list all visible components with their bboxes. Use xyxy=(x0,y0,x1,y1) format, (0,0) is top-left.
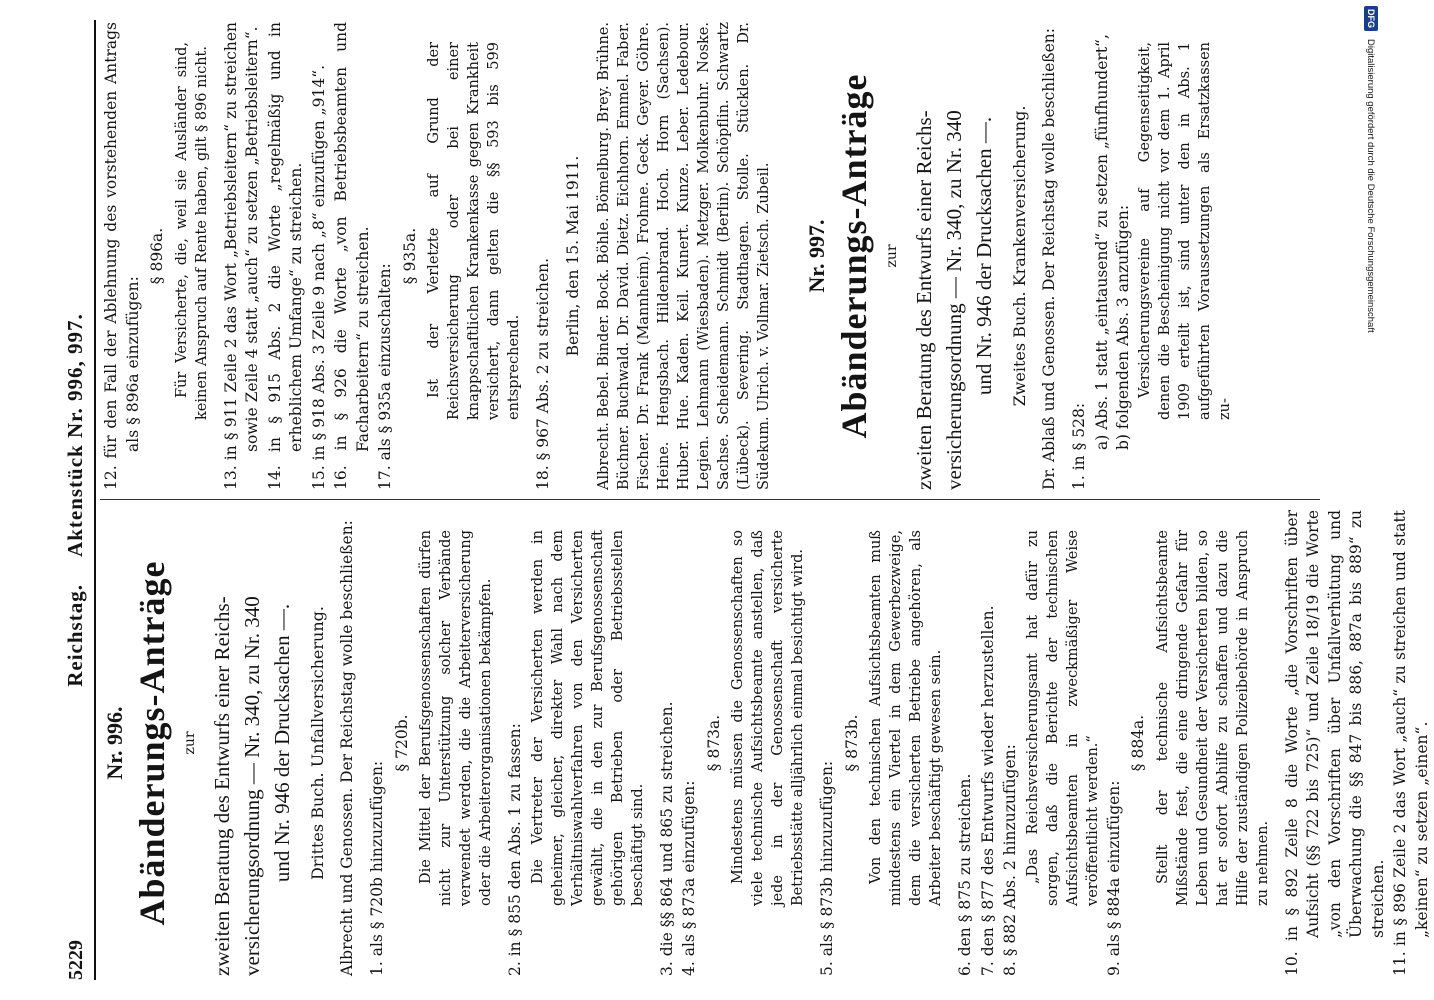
running-header xyxy=(58,20,96,980)
doc996-item-5-text: Von den technischen Aufsichtsbeamten muß mindestens ein Viertel in dem Gewerbezweige, dem die versicherten Betriebe angehören, als Arbeiter beschäftigt gewesen sein. xyxy=(868,530,944,906)
column-divider xyxy=(100,499,1320,500)
doc997-item-1a: a) Abs. 1 statt „eintausend“ zu setzen „fünfhundert“, xyxy=(1092,34,1111,450)
doc996-item-8-text: „Das Reichsversicherungsamt hat dafür zu sorgen, daß die Berichte der technischen Aufsichtsbeamten in zweckmäßiger Weise veröffentlicht werden.“ xyxy=(1024,530,1101,906)
doc997-item-1b-text: Versicherungsvereine auf Gegenseitigkeit, denen die Bescheinigung nicht vor dem 1. April 1909 erteilt ist, sind unter den in Abs. 1 aufgeführten Voraussetzungen als Ersatzkassen zu- xyxy=(1136,42,1233,420)
doc996-lead-2: versicherungsordnung — Nr. 340, zu Nr. 340 xyxy=(240,596,264,976)
doc997-zur: zur xyxy=(883,244,900,268)
doc996-item-15: 15. in § 918 Abs. 3 Zeile 9 nach „8“ einzufügen „914“. xyxy=(309,64,328,490)
doc996-item-12-paragraph: § 896a. xyxy=(148,227,166,285)
doc996-item-9-text: Stellt der technische Aufsichtsbeamte Mißstände fest, die eine dringende Gefahr für Leben und Gesundheit der Versicherten bilden, so hat er sofort Abhilfe zu schaffen und dazu die Hilfe der zuständigen Polizeibehörde in Anspruch zu nehmen. xyxy=(1154,530,1271,906)
doc996-book-heading: Drittes Buch. Unfallversicherung. xyxy=(308,606,327,881)
doc996-item-17: 17. als § 935a einzuschalten: xyxy=(376,263,394,490)
doc996-item-12: 12. für den Fall der Ablehnung des vorstehenden Antrags als § 896a einzufügen: xyxy=(102,22,142,490)
doc996-item-4: 4. als § 873a einzufügen: xyxy=(680,780,698,976)
header-title-left: Reichstag. xyxy=(63,584,87,687)
doc997-item-1: 1. in § 528: xyxy=(1070,402,1088,490)
doc997-lead-3: und Nr. 946 der Drucksachen —. xyxy=(972,116,996,396)
doc996-item-2: 2. in § 855 den Abs. 1 zu fassen: xyxy=(506,723,524,976)
doc996-item-9-paragraph: § 884a. xyxy=(1129,714,1147,772)
doc996-item-18: 18. § 967 Abs. 2 zu streichen. xyxy=(534,257,552,490)
doc997-number: Nr. 997. xyxy=(804,219,829,293)
doc997-book-heading: Zweites Buch. Krankenversicherung. xyxy=(1010,105,1029,407)
doc997-lead-1: zweiten Beratung des Entwurfs einer Reichs- xyxy=(912,110,936,490)
doc996-item-5-paragraph: § 873b. xyxy=(842,714,861,772)
doc996-number: Nr. 996. xyxy=(102,706,127,780)
doc996-item-8: 8. § 882 Abs. 2 hinzuzufügen: xyxy=(1001,744,1019,976)
header-title-right: Aktenstück Nr. 996, 997. xyxy=(63,313,87,557)
doc996-item-17-paragraph: § 935a. xyxy=(400,227,419,285)
column-left xyxy=(100,510,1434,976)
doc996-signatures: Albrecht. Bebel. Binder. Bock. Böhle. Bömelburg. Brey. Brühne. Büchner. Buchwald. Dr. David. Dietz. Eichhorn. Emmel. Faber. Fischer. Dr. Frank (Mannheim). Frohme. Geck. Geyer. Göhre. Heine. Hengsbach. Hildenbrand. Hoch. Horn (Sachsen). Huber. Hue. Kaden. Keil. Kunert. Kunze. Leber. Ledebour. Legien. Lehmann (Wiesbaden). Metzger. Molkenbuhr. Noske. Sachse. Scheidemann. Schmidt (Berlin). Schöpflin. Schwartz (Lübeck). Severing. Stadthagen. Stolle. Stücklen. Dr. Südekum. Ulrich. v. Vollmar. Zietsch. Zubeil. xyxy=(596,22,772,490)
dfg-notice xyxy=(1360,6,1380,994)
doc996-item-9: 9. als § 884a einzufügen: xyxy=(1104,780,1123,976)
doc996-item-4-text: Mindestens müssen die Genossenschaften so viele technische Aufsichtsbeamte anstellen, daß jede in der Genossenschaft versicherte Betriebsstätte alljährlich einmal besichtigt wird. xyxy=(730,530,806,906)
doc996-title: Abänderungs-Anträge xyxy=(131,560,172,926)
doc996-item-17-text: Ist der Verletzte auf Grund der Reichsversicherung oder bei einer knappschaftlichen Krankenkasse gegen Krankheit versichert, dann gelten die §§ 593 bis 599 entsprechend. xyxy=(426,42,522,420)
doc996-item-4-paragraph: § 873a. xyxy=(704,714,723,772)
dfg-logo: DFG xyxy=(1364,6,1378,31)
doc996-item-2-text: Die Vertreter der Versicherten werden in geheimer, gleicher, direkter Wahl nach dem Verhältniswahlverfahren von den Versicherten gewählt, die in den zur Berufsgenossenschaft gehörigen Betrieben oder Betriebsstellen beschäftigt sind. xyxy=(529,530,646,906)
doc996-item-12-text: Für Versicherte, die, weil sie Ausländer sind, keinen Anspruch auf Rente haben, gilt § 896 nicht. xyxy=(173,42,210,420)
doc996-item-3: 3. die §§ 864 und 865 zu streichen. xyxy=(657,701,676,976)
doc997-intro: Dr. Ablaß und Genossen. Der Reichstag wolle beschließen: xyxy=(1039,27,1058,490)
header-title xyxy=(63,250,88,750)
doc996-item-6: 6. den § 875 zu streichen. xyxy=(956,773,974,976)
doc996-item-10: 10. in § 892 Zeile 8 die Worte „die Vorschriften über Aufsicht (§§ 722 bis 725)“ und Zeile 18/19 die Worte „von den Vorschriften über Unfallverhütung und Überwachung die §§ 847 bis 886, 887a bis 889“ zu streichen. xyxy=(1282,510,1387,976)
doc996-lead-1: zweiten Beratung des Entwurfs einer Reichs- xyxy=(210,596,234,976)
dfg-sidebar xyxy=(1360,6,1380,994)
doc996-item-11: 11. in § 896 Zeile 2 das Wort „auch“ zu streichen und statt „keinen“ zu setzen „einen“. xyxy=(1391,510,1431,976)
doc996-item-5: 5. als § 873b hinzuzufügen: xyxy=(818,760,836,976)
doc997-title: Abänderungs-Anträge xyxy=(833,73,874,439)
doc997-item-1b: b) folgenden Abs. 3 anzufügen: xyxy=(1114,204,1132,450)
doc996-zur: zur xyxy=(181,731,198,755)
doc997-lead-2: versicherungsordnung — Nr. 340, zu Nr. 340 xyxy=(942,110,966,490)
doc996-item-1: 1. als § 720b hinzuzufügen: xyxy=(368,760,386,976)
doc996-item-7: 7. den § 877 des Entwurfs wieder herzustellen. xyxy=(978,605,997,976)
doc996-item-14: 14. in § 915 Abs. 2 die Worte „regelmäßig und in erheblichem Umfange“ zu streichen. xyxy=(265,22,305,490)
doc996-date: Berlin, den 15. Mai 1911. xyxy=(563,155,582,357)
doc996-lead-3: und Nr. 946 der Drucksachen —. xyxy=(270,603,294,883)
doc996-item-16: 16. in § 926 die Worte „von Betriebsbeamten und Facharbeitern“ zu streichen. xyxy=(332,22,372,490)
page-number: 5229 xyxy=(65,940,87,980)
dfg-credit-text: Digitalisierung gefördert durch die Deutsche Forschungsgemeinschaft xyxy=(1365,39,1376,333)
doc996-item-1-paragraph: § 720b. xyxy=(392,714,411,772)
doc996-intro: Albrecht und Genossen. Der Reichstag wolle beschließen: xyxy=(337,520,356,976)
column-right xyxy=(100,22,1235,490)
doc996-item-1-text: Die Mittel der Berufsgenossenschaften dürfen nicht zur Unterstützung solcher Verbände verwendet werden, die die Arbeiterversicherung oder die Arbeiterorganisationen bekämpfen. xyxy=(418,530,494,906)
doc996-item-13: 13. in § 911 Zeile 2 das Wort „Betriebsleitern“ zu streichen sowie Zeile 4 statt „auch“ zu setzen „Betriebsleitern“. xyxy=(221,22,261,490)
